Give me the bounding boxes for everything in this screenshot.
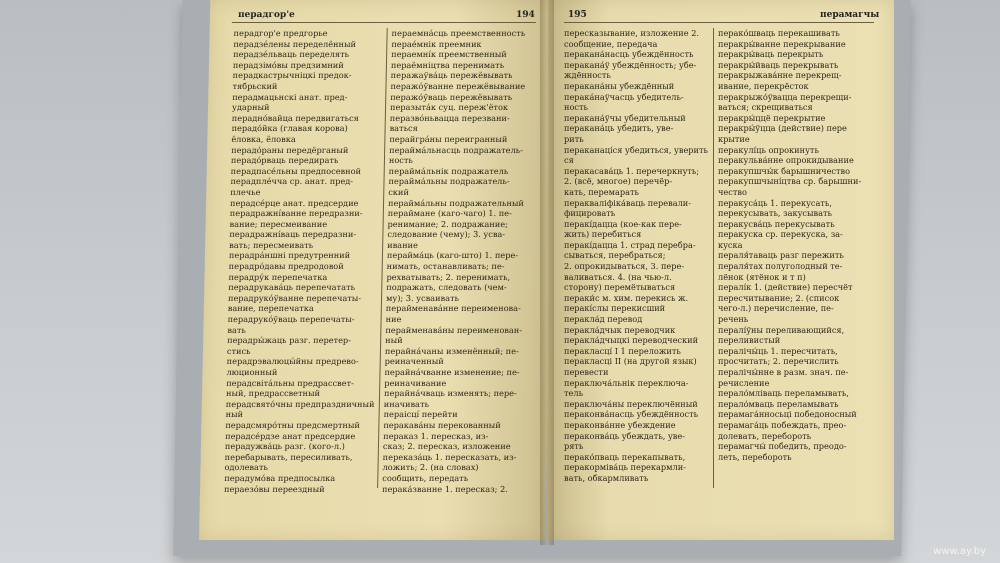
dictionary-line: перало́мліваць переламывать, (718, 388, 849, 399)
dictionary-line: перамагчы́ победить, преодо- (718, 441, 847, 452)
dictionary-line: крытие (718, 133, 750, 144)
dictionary-line: перадсмяро́тны предсмертный (225, 419, 360, 430)
dictionary-line: перало́мваць переламывать (718, 398, 839, 409)
dictionary-line: перакры́ванне перекрывание (718, 38, 846, 49)
dictionary-line: ский (388, 186, 410, 197)
dictionary-line: перако́шваць перекашивать (718, 28, 840, 38)
dictionary-line: 2. опрокидываться, 3. пере- (564, 261, 685, 272)
dictionary-line: сторону) перемётываться (564, 282, 676, 293)
dictionary-line: пералі́к 1. (действие) пересчёт (718, 282, 853, 293)
dictionary-line: перадруко́ўванне перепечаты- (227, 292, 362, 303)
dictionary-line: перебарывать, пересиливать, (224, 451, 353, 462)
dictionary-line: перадо́рваць передирать (230, 155, 339, 166)
dictionary-line: перадражні́ванне передразни- (229, 208, 363, 219)
dictionary-line: пераля́тах полуголодный те- (718, 261, 843, 272)
dictionary-line: перадужва́ць разг. (кого-л.) (224, 441, 346, 452)
dictionary-line: реиначенный (384, 356, 444, 367)
dictionary-line: перакі́дацца (кое-как пере- (564, 218, 682, 229)
dictionary-line: леть, перебороть (718, 451, 792, 462)
right-column-1 (564, 28, 714, 484)
dictionary-line: перакрыжо́ўвацца перекрещи- (718, 91, 852, 102)
dictionary-line: пералічы́ць 1. пересчитать, (718, 345, 838, 356)
dictionary-line: перакорміва́ць перекармли- (564, 462, 686, 473)
dictionary-line: перадпле́ччa ср. анат. пред- (230, 176, 354, 187)
dictionary-line: реиначивание (384, 377, 447, 388)
dictionary-line: перакулі́ць опрокинуть (718, 144, 819, 155)
dictionary-line: сообщение, передача (564, 38, 658, 49)
dictionary-line: ность (564, 102, 588, 113)
dictionary-line: ивание, перекрёсток (718, 80, 809, 91)
dictionary-line: перекусывать, закусывать (718, 208, 832, 219)
dictionary-line: ный, предрассветный (225, 388, 321, 399)
dictionary-line: чество (718, 186, 747, 197)
dictionary-line: перадзе́лены переделённый (233, 38, 357, 49)
dictionary-line: пераки́с м. хим. перекись ж. (564, 292, 689, 303)
dictionary-line: ударный (231, 102, 270, 113)
dictionary-line: перака́наўчасць убедитель- (564, 91, 684, 102)
dictionary-line: перакана́ны убеждённый (564, 80, 675, 91)
dictionary-line: перадпасе́льны предпосевной (230, 165, 362, 176)
dictionary-line: перадзімо́вы предзимний (232, 59, 344, 70)
dictionary-line: перадкастрычніцкі предок- (232, 70, 352, 81)
dictionary-line: перайгра́ны переигранный (389, 133, 508, 144)
left-page (199, 0, 556, 540)
dictionary-line: перадсе́рдзе анат предсердие (225, 430, 356, 441)
dictionary-line: перакваліфіка́ваць перевали- (564, 197, 691, 208)
dictionary-line: пересчитывание; 2. (список (718, 292, 840, 303)
dictionary-line: перайна́чванне изменение; пе- (384, 367, 520, 377)
dictionary-line: перазыта́к суц. переж'ёток (389, 102, 509, 113)
dictionary-line: перакана́ць убедить, уве- (564, 123, 674, 134)
dictionary-line: перадро́давы предродовой (228, 261, 344, 272)
dictionary-line: стись (226, 345, 251, 356)
left-header-word: перадгор'е (237, 10, 295, 20)
dictionary-line: му); 3. усваивать (385, 292, 460, 303)
left-column-1 (224, 28, 384, 494)
dictionary-line: пераймане (каго-чаго) 1. пе- (387, 208, 512, 219)
dictionary-line: рить (564, 133, 584, 144)
dictionary-line: валиваться. 4. (на чью-л. (564, 271, 672, 282)
dictionary-line: подражать, следовать (чем- (386, 282, 507, 293)
dictionary-line: вать; пересмеивать (229, 239, 314, 250)
dictionary-line: перакры́ццё перекрытие (718, 112, 826, 123)
dictionary-line: перайма́льнасць подражатель- (389, 144, 524, 155)
dictionary-line: ивание (387, 239, 419, 250)
dictionary-line: переказа́ць 1. пересказать, из- (382, 451, 517, 462)
dictionary-line: рять (564, 441, 584, 452)
dictionary-line: пераканаці́ся убедиться, уверить (564, 144, 708, 155)
dictionary-line: перакава́ны перекованный (383, 419, 501, 430)
dictionary-line: перака́званне 1. пересказ; 2. (381, 483, 508, 494)
dictionary-line: плечье (230, 186, 261, 197)
dictionary-line: перадмацьнскі анат. пред- (232, 91, 348, 102)
dictionary-line: перадруко́ўваць перепечаты- (227, 314, 355, 325)
dictionary-line: перажо́ўванне пережёвывание (390, 80, 526, 91)
dictionary-line: перадзе́льваць переделять (233, 49, 350, 60)
dictionary-line: 2. (всё, многое) перечёр- (564, 176, 673, 187)
dictionary-line: перакры́ваць перекрыть (718, 49, 824, 60)
dictionary-line: куска (718, 239, 743, 250)
dictionary-line: пераконва́нне убеждение (564, 419, 676, 430)
right-header-word: перамагчы (820, 10, 880, 20)
dictionary-line: пераезо́вы переездный (223, 483, 325, 494)
dictionary-line: перакла́дчык переводчик (564, 324, 676, 335)
dictionary-line: перакласці́ I 1 переложить (564, 345, 681, 356)
dictionary-line: перакуса́ць 1. перекусать, (718, 197, 832, 208)
dictionary-line: вать (227, 324, 246, 335)
dictionary-line: ёловка, ёловка (231, 133, 296, 144)
dictionary-line: перадо́раны передёрганый (231, 144, 349, 155)
dictionary-line: перадрэвалюцы́йны предрево- (226, 356, 359, 367)
dictionary-line: перакры́йваць перекрывать (718, 59, 839, 70)
dictionary-line: перадо́йка (главая корова) (231, 123, 348, 134)
dictionary-line: перакры́ўцца (действие) пере (718, 123, 847, 134)
dictionary-line: перайма́льнік подражатель (388, 165, 509, 176)
dictionary-line: перевести (564, 367, 609, 377)
dictionary-line: перайма́ць (каго-што) 1. пере- (386, 250, 519, 261)
dictionary-line: ваться (389, 123, 418, 134)
dictionary-line: перадрукава́ць перепечатать (228, 282, 356, 293)
right-column-2 (718, 28, 868, 462)
dictionary-line: ный (385, 335, 403, 346)
right-column-divider (713, 28, 714, 488)
dictionary-line: ный (225, 409, 244, 420)
dictionary-line: перакуска ср. перекуска, за- (718, 229, 843, 240)
dictionary-line: пераконва́насць убеждённость (564, 409, 699, 420)
dictionary-line: нимать, останавливать; пе- (386, 261, 505, 272)
dictionary-line: пераконва́ць убеждать, уве- (564, 430, 686, 441)
dictionary-line: вать, обкармливать (564, 472, 649, 483)
dictionary-line: чего-л.) перечисление, пе- (718, 303, 834, 314)
dictionary-line: пералі́ўны переливающийся, (718, 324, 845, 335)
left-page-number: 194 (515, 10, 535, 20)
dictionary-line: жить) перебиться (564, 229, 642, 240)
dictionary-line: люционный (226, 367, 278, 377)
dictionary-line: перадражні́ваць передразни- (229, 229, 357, 240)
dictionary-line: перадру́к перепечатка (228, 271, 328, 282)
dictionary-line: одолевать (224, 462, 269, 473)
left-header-rule (232, 22, 536, 23)
dictionary-line: пераісці́ перейти (383, 409, 458, 420)
dictionary-line: перайна́чваць изменять; пере- (383, 388, 517, 399)
dictionary-line: перадра́ншні предутренний (228, 250, 351, 261)
dictionary-line: ренимание; 2. подражание; (387, 218, 509, 229)
dictionary-line: пералічы́нне в разм. знач. пе- (718, 367, 849, 377)
right-page (548, 0, 894, 540)
dictionary-line: долевать, перебороть (718, 430, 812, 441)
dictionary-line: сказ; 2. пересказ, изложение (382, 441, 511, 452)
dictionary-line: тель (564, 388, 584, 399)
dictionary-line: перакусва́ць перекусывать (718, 218, 835, 229)
dictionary-line: вание; пересмеивание (229, 218, 328, 229)
dictionary-line: перадсвіта́льны предрассвет- (226, 377, 354, 388)
dictionary-line: пераёмніцтва перенимать (390, 59, 505, 70)
dictionary-line: перакі́дацца 1. страд перебра- (564, 239, 696, 250)
watermark: www.ay.by (933, 546, 986, 557)
dictionary-line: перадсвято́чны предпраздничный (225, 398, 375, 409)
dictionary-line: пераля́таваць разг пережить (718, 250, 844, 261)
dictionary-line: перадры́жаць разг. перетер- (227, 335, 352, 346)
dictionary-line: просчитать; 2. перечислить (718, 356, 839, 367)
dictionary-line: перакана́ў убеждённость; убе- (564, 59, 697, 70)
dictionary-line: перакла́дчыцкі переводческий (564, 335, 699, 346)
dictionary-line: пераказ 1. пересказ, из- (383, 430, 489, 441)
dictionary-line: перакрыжава́нне перекрещ- (718, 70, 842, 81)
dictionary-line: перакульва́нне опрокидывание (718, 155, 854, 166)
dictionary-line: сываться, перебраться; (564, 250, 666, 261)
dictionary-line: ность (388, 155, 414, 166)
dictionary-line: перадумо́ва предпосылка (224, 472, 336, 483)
dictionary-line: тябрьский (232, 80, 278, 91)
dictionary-line: перамага́ць побеждать, прео- (718, 419, 847, 430)
dictionary-line: перакупшчыні́цтва ср. барышни- (718, 176, 862, 187)
book-gutter (540, 0, 554, 545)
right-header-rule (564, 22, 874, 23)
dictionary-line: ваться; скрещиваться (718, 102, 813, 113)
dictionary-line: перакана́ўчы убедительный (564, 112, 686, 123)
dictionary-line: перамага́нносьці победоносный (718, 409, 857, 420)
dictionary-line: перакана́насць убеждённость (564, 49, 694, 60)
dictionary-line: перакласці II (на другой язык) (564, 356, 697, 367)
dictionary-line: ние (385, 314, 402, 325)
dictionary-line: пераключа́льнік переключа- (564, 377, 689, 388)
dictionary-line: речень (718, 314, 749, 325)
dictionary-line: ждённость (564, 70, 611, 81)
dictionary-line: перакі́слы перекисший (564, 303, 666, 314)
right-page-number: 195 (568, 10, 587, 20)
dictionary-line: пересказывание, изложение 2. (564, 28, 700, 38)
dictionary-line: вание, перепечатка (227, 303, 314, 314)
dictionary-line: перайменава́нне переименова- (385, 303, 521, 314)
dictionary-line: ся (564, 155, 574, 166)
dictionary-line: перайма́льны подражательный (387, 197, 524, 208)
dictionary-line: ложить; 2. (на словах) (382, 462, 479, 473)
dictionary-line: перажаўва́ць пережёвывать (390, 70, 513, 81)
dictionary-line: перако́пваць перекапывать, (564, 451, 686, 462)
dictionary-line: сообщить, передать (382, 472, 469, 483)
dictionary-line: фицировать (564, 208, 616, 219)
dictionary-line: перакла́д перевод (564, 314, 643, 325)
dictionary-line: переливистый (718, 335, 781, 346)
dictionary-line: перадгор'е предгорье (233, 28, 328, 38)
left-column-2 (382, 28, 542, 494)
dictionary-line: перадсе́рце анат. предсердие (229, 197, 359, 208)
dictionary-line: перае́мнік преемник (391, 38, 482, 49)
dictionary-line: следование (чему); 3. усва- (387, 229, 506, 240)
dictionary-line: лёнок (ятёнок и т п) (718, 271, 806, 282)
dictionary-line: пераемні́к преемственный (391, 49, 507, 60)
dictionary-line: рехватывать; 2. перенимать, (386, 271, 511, 282)
dictionary-line: пераемна́сць преемственность (391, 28, 526, 38)
dictionary-line: кать, перемарать (564, 186, 639, 197)
dictionary-line: речисление (718, 377, 770, 388)
dictionary-line: перажо́ўваць пережёвывать (390, 91, 513, 102)
dictionary-line: перазво́ньвацца перезвани- (389, 112, 510, 123)
dictionary-line: перадно́вайца передвигаться (231, 112, 359, 123)
dictionary-line: иначивать (383, 398, 430, 409)
dictionary-line: перайна́чаны изменённый; пе- (384, 345, 519, 356)
dictionary-line: пераключа́ны переключённый (564, 398, 698, 409)
dictionary-line: перайменава́ны переименован- (385, 324, 523, 335)
dictionary-line: перайма́льны подражатель- (388, 176, 510, 187)
dictionary-line: перакасава́ць 1. перечеркнуть; (564, 165, 700, 176)
dictionary-line: перакупшчы́к барышничество (718, 165, 851, 176)
